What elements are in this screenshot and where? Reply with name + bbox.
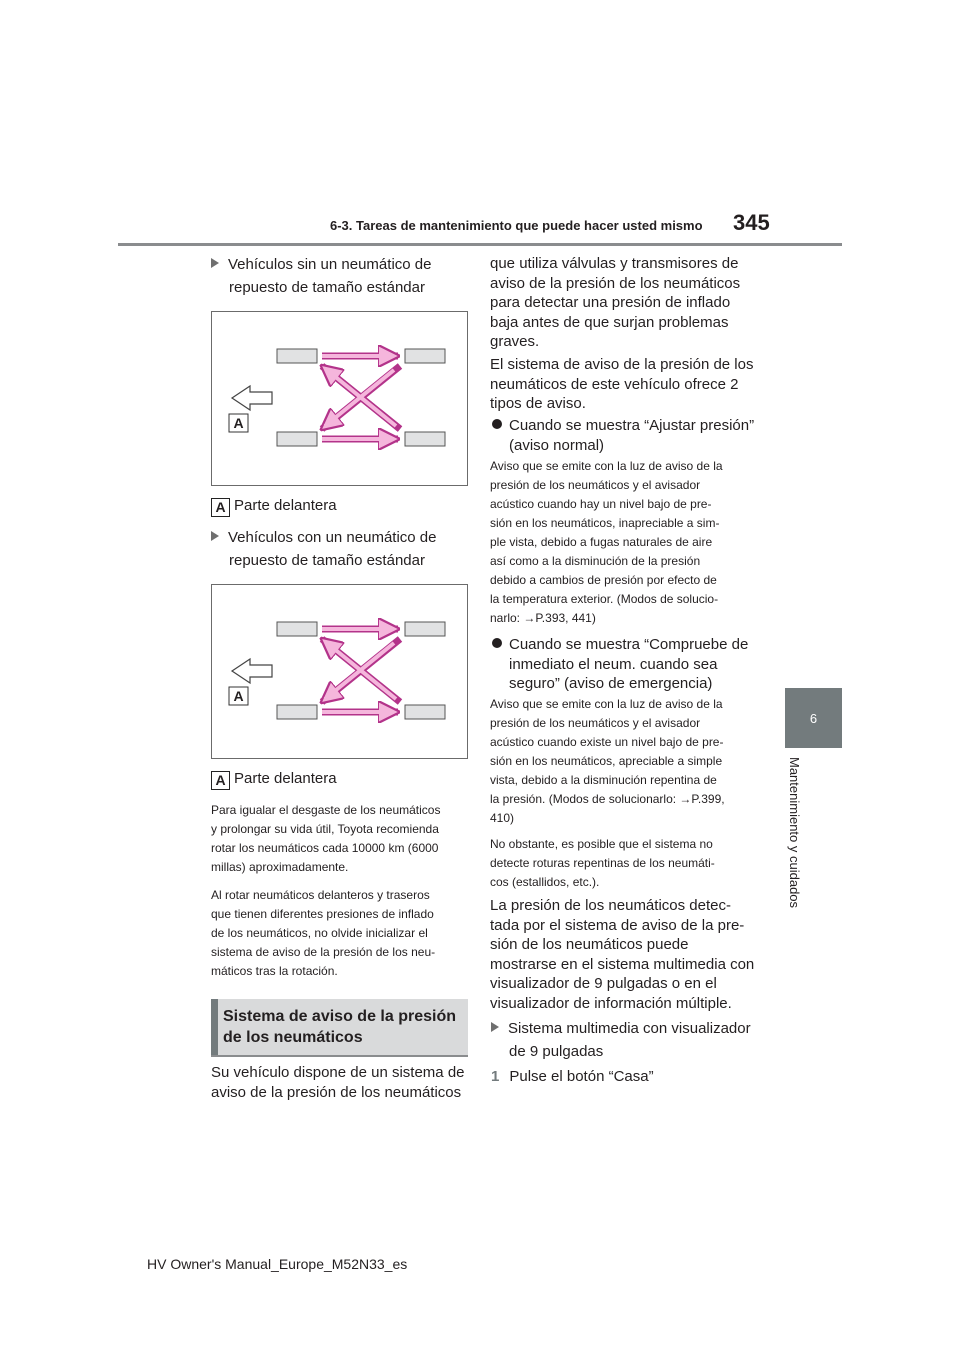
text-line: acústico cuando existe un nivel bajo de pre-	[490, 735, 724, 749]
text-line: graves.	[490, 333, 540, 350]
initialize-note	[211, 886, 471, 981]
text-line: tipos de aviso.	[490, 395, 586, 412]
section-intro	[211, 1063, 465, 1102]
text-line: presión de los neumáticos y el avisador	[490, 478, 701, 492]
header-rule	[118, 243, 842, 246]
warning-normal-title	[492, 416, 754, 455]
tire-rotation-figure-2	[211, 584, 468, 759]
text-line: El sistema de aviso de la presión de los	[490, 356, 754, 373]
text-line: sión en los neumáticos, apreciable a simple	[490, 754, 723, 768]
note-line: Para igualar el desgaste de los neumáticos	[211, 803, 441, 817]
triangle-bullet-icon	[211, 258, 219, 268]
bullet-dot-icon	[492, 419, 502, 429]
caption-2	[211, 770, 337, 790]
text-line: 410)	[490, 811, 515, 825]
tire-rotation-figure-1	[211, 311, 468, 486]
bullet-line: Vehículos sin un neumático de	[228, 256, 432, 273]
caption-marker: A	[211, 498, 230, 517]
intro-continued	[490, 254, 740, 352]
note-line: que tienen diferentes presiones de inflado	[211, 907, 434, 921]
front-arrow-icon	[232, 386, 272, 410]
text-line: seguro” (aviso de emergencia)	[509, 675, 713, 692]
text-line: mostrarse en el sistema multimedia con	[490, 955, 755, 973]
bullet-line: de 9 pulgadas	[509, 1043, 604, 1060]
text-line: Cuando se muestra “Compruebe de	[509, 636, 749, 653]
text-line: así como a la disminución de la presión	[490, 554, 701, 568]
chapter-label	[780, 757, 806, 915]
section-heading-text: Sistema de aviso de la presión de los neumáticos	[223, 1008, 456, 1046]
bullet-line: Sistema multimedia con visualizador	[508, 1020, 751, 1037]
figure-marker: A	[233, 415, 244, 431]
tire-front-left	[277, 622, 317, 636]
text-line: visualizador de 9 pulgadas o en el	[490, 975, 717, 992]
triangle-bullet-icon	[491, 1022, 499, 1032]
text-line: vista, debido a la disminución repentina de	[490, 773, 717, 787]
tire-front-right	[405, 622, 445, 636]
bullet-line: repuesto de tamaño estándar	[229, 279, 425, 296]
page-number: 345	[733, 210, 770, 235]
text-line: presión de los neumáticos y el avisador	[490, 716, 701, 730]
step-1	[491, 1067, 654, 1087]
caption-marker: A	[211, 771, 230, 790]
sudden-rupture-note	[490, 835, 760, 892]
text-line: (aviso normal)	[509, 436, 605, 454]
text-line: detecte roturas repentinas de los neumáti-	[490, 856, 715, 870]
text-line: debido a cambios de presión por efecto de	[490, 573, 717, 587]
note-line: Al rotar neumáticos delanteros y traseros	[211, 888, 430, 902]
bullet-line: Vehículos con un neumático de	[228, 529, 437, 546]
text-line: tada por el sistema de aviso de la pre-	[490, 916, 745, 934]
note-line: sistema de aviso de la presión de los neu-	[211, 945, 436, 959]
tire-rear-left	[277, 705, 317, 719]
bullet-with-spare	[211, 527, 436, 549]
text-line: que utiliza válvulas y transmisores de	[490, 255, 739, 272]
note-line: rotar los neumáticos cada 10000 km (6000	[211, 841, 439, 855]
text-line: para detectar una presión de inflado	[490, 294, 731, 311]
text-line: ple vista, debido a fugas naturales de aire	[490, 535, 713, 549]
text-line: baja antes de que surjan problemas	[490, 313, 729, 331]
text-line: aviso de la presión de los neumáticos	[211, 1083, 462, 1101]
tire-rear-right	[405, 432, 445, 446]
bullet-multimedia	[491, 1018, 751, 1040]
text-line: sión en los neumáticos, inapreciable a sim-	[490, 516, 720, 530]
step-number: 1	[491, 1068, 500, 1085]
tire-front-right	[405, 349, 445, 363]
bullet-no-spare	[211, 254, 431, 276]
tire-rear-left	[277, 432, 317, 446]
text-line: cos (estallidos, etc.).	[490, 875, 600, 889]
caption-text: Parte delantera	[234, 770, 337, 787]
footer-text: HV Owner's Manual_Europe_M52N33_es	[147, 1256, 408, 1272]
display-paragraph	[490, 896, 754, 1013]
section-title: 6-3. Tareas de mantenimiento que puede hacer usted mismo	[330, 218, 703, 233]
front-arrow-icon	[232, 659, 272, 683]
text-line: No obstante, es posible que el sistema no	[490, 837, 713, 851]
text-line: Su vehículo dispone de un sistema de	[211, 1064, 465, 1081]
note-line: millas) aproximadamente.	[211, 860, 349, 874]
note-line: y prolongar su vida útil, Toyota recomienda	[211, 822, 439, 836]
tire-front-left	[277, 349, 317, 363]
chapter-tab	[785, 688, 842, 748]
text-line: Aviso que se emite con la luz de aviso de la	[490, 697, 723, 711]
warning-types	[490, 355, 753, 414]
text-line: visualizador de información múltiple.	[490, 994, 732, 1012]
tire-rear-right	[405, 705, 445, 719]
caption-1	[211, 497, 337, 517]
text-line: Aviso que se emite con la luz de aviso de la	[490, 459, 723, 473]
caption-text: Parte delantera	[234, 497, 337, 514]
text-line: Cuando se muestra “Ajustar presión”	[509, 417, 755, 434]
warning-emergency-title	[492, 635, 748, 694]
warning-emergency-body	[490, 695, 760, 828]
text-line: la temperatura exterior. (Modos de solucio-	[490, 592, 719, 606]
section-heading	[211, 999, 468, 1057]
bullet-line: repuesto de tamaño estándar	[229, 552, 425, 569]
step-text: Pulse el botón “Casa”	[509, 1068, 654, 1085]
chapter-title: Mantenimiento y cuidados	[787, 757, 802, 909]
warning-normal-body	[490, 457, 760, 628]
text-line: acústico cuando hay un nivel bajo de pre-	[490, 497, 712, 511]
rotation-note	[211, 801, 471, 877]
figure-marker: A	[233, 688, 244, 704]
text-line: narlo: →P.393, 441)	[490, 611, 596, 625]
text-line: La presión de los neumáticos detec-	[490, 897, 731, 914]
text-line: la presión. (Modos de solucionarlo: →P.399,	[490, 792, 725, 806]
triangle-bullet-icon	[211, 531, 219, 541]
bullet-dot-icon	[492, 638, 502, 648]
note-line: de los neumáticos, no olvide inicializar el	[211, 926, 428, 940]
text-line: sión de los neumáticos puede	[490, 936, 689, 953]
chapter-number: 6	[809, 710, 818, 726]
text-line: neumáticos de este vehículo ofrece 2	[490, 375, 739, 393]
text-line: inmediato el neum. cuando sea	[509, 655, 718, 673]
note-line: máticos tras la rotación.	[211, 964, 338, 978]
text-line: aviso de la presión de los neumáticos	[490, 274, 741, 292]
